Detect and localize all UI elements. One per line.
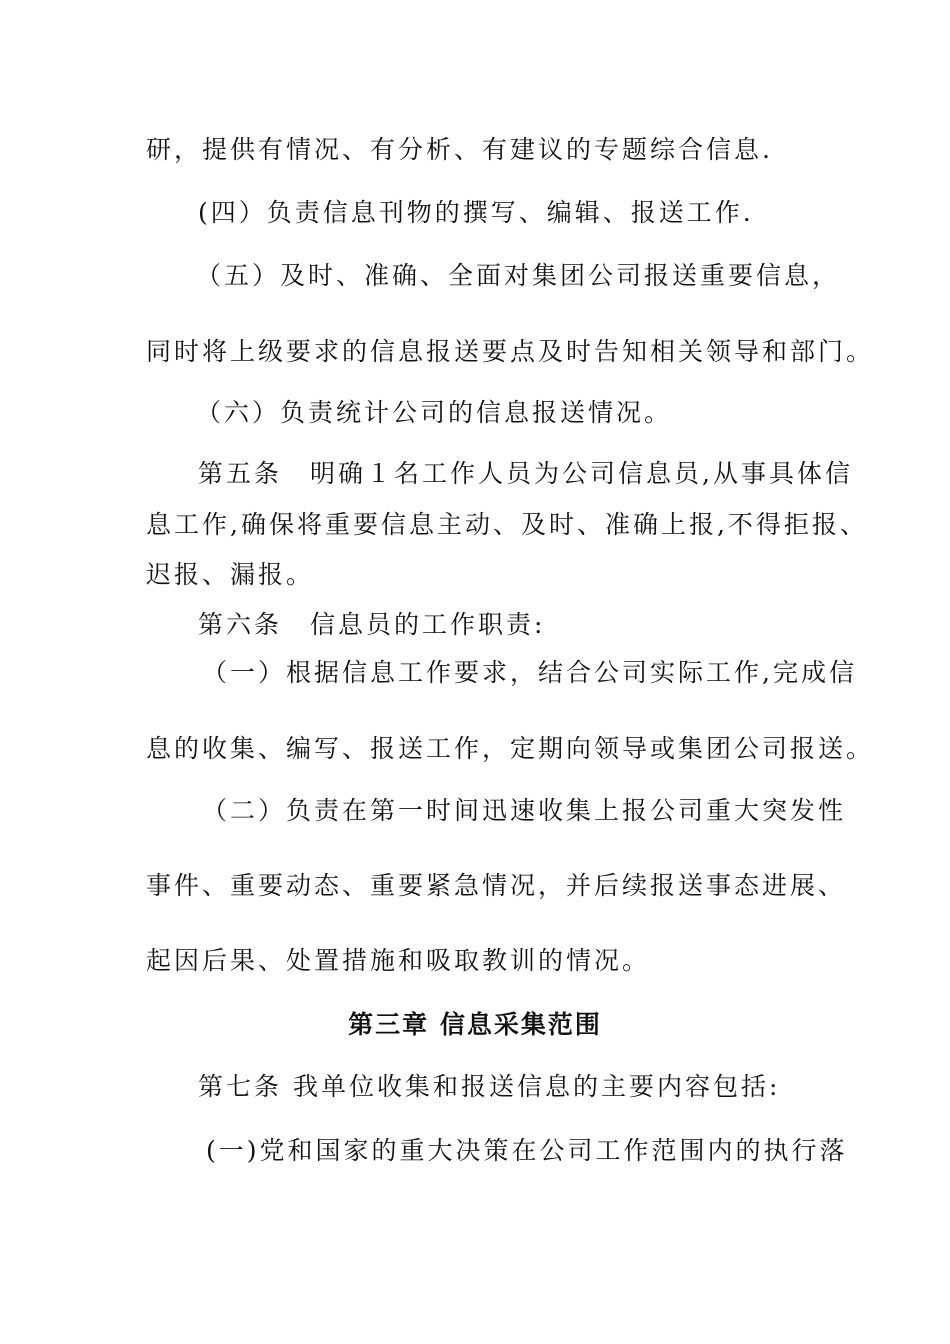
paragraph-line: 第七条 我单位收集和报送信息的主要内容包括:: [198, 1072, 781, 1101]
paragraph-line: 迟报、漏报。: [146, 560, 315, 589]
paragraph-line: 同时将上级要求的信息报送要点及时告知相关领导和部门。: [146, 337, 875, 366]
paragraph-line: （六）负责统计公司的信息报送情况。: [196, 398, 673, 427]
paragraph-line: 起因后果、处置措施和吸取教训的情况。: [146, 946, 651, 975]
paragraph-line: （五）及时、准确、全面对集团公司报送重要信息，: [196, 261, 841, 290]
paragraph-line: 事件、重要动态、重要紧急情况，并后续报送事态进展、: [146, 871, 847, 900]
paragraph-line: 研，提供有情况、有分析、有建议的专题综合信息.: [146, 135, 773, 164]
paragraph-line: 息的收集、编写、报送工作，定期向领导或集团公司报送。: [146, 734, 875, 763]
chapter-heading: 第三章 信息采集范围: [348, 1010, 602, 1039]
paragraph-line: (一)党和国家的重大决策在公司工作范围内的执行落: [206, 1136, 848, 1165]
paragraph-line: 息工作,确保将重要信息主动、及时、准确上报,不得拒报、: [146, 510, 868, 539]
paragraph-line: (四）负责信息刊物的撰写、编辑、报送工作.: [198, 198, 754, 227]
paragraph-line: 第五条 明确１名工作人员为公司信息员,从事具体信: [198, 459, 853, 488]
paragraph-line: 第六条 信息员的工作职责:: [198, 610, 546, 639]
paragraph-line: （一）根据信息工作要求，结合公司实际工作,完成信: [202, 658, 857, 687]
paragraph-line: （二）负责在第一时间迅速收集上报公司重大突发性: [202, 796, 847, 825]
